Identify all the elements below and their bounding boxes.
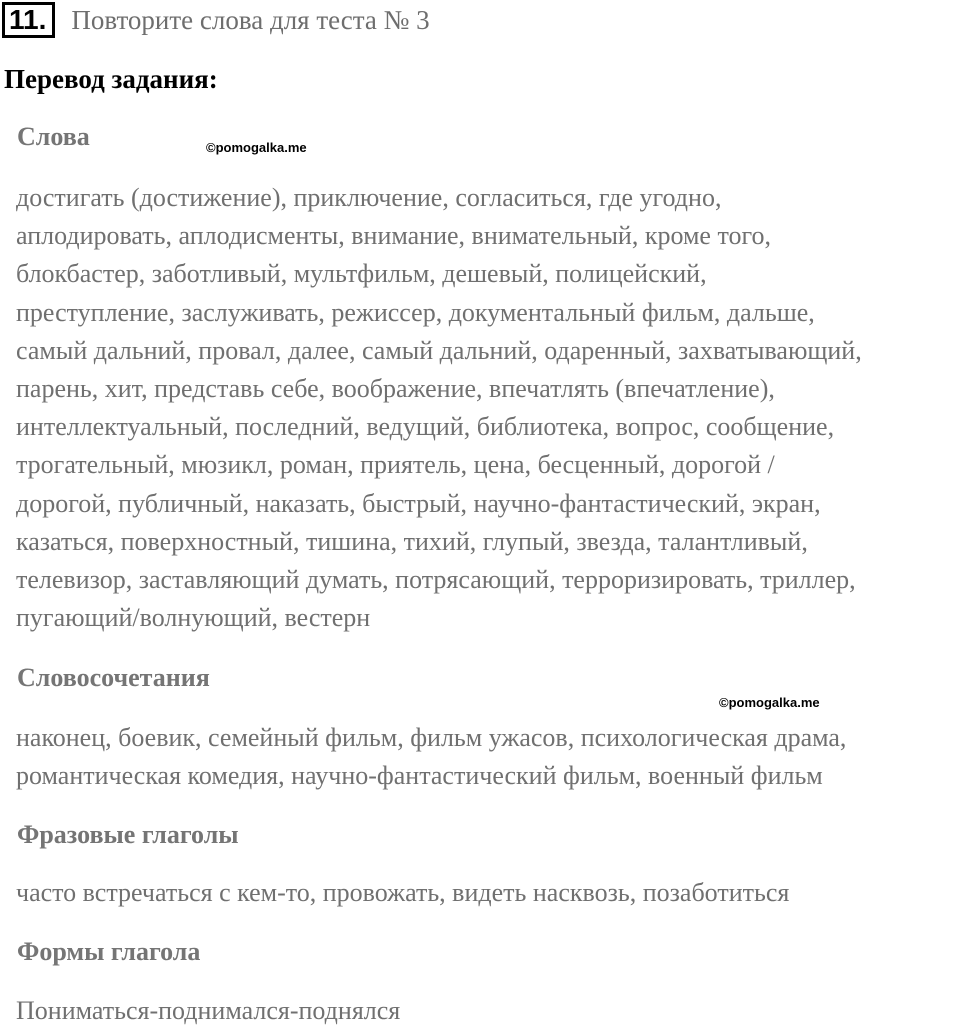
task-header	[2, 2, 430, 38]
task-number: 11.	[2, 2, 55, 38]
verb-forms-heading: Формы глагола	[17, 937, 201, 966]
words-heading: Слова	[17, 122, 90, 151]
translation-label: Перевод задания:	[4, 64, 218, 94]
phrasal-verbs-text: часто встречаться с кем-то, провожать, видеть насквозь, позаботиться	[16, 878, 790, 907]
watermark-top: ©pomogalka.me	[206, 140, 307, 155]
verb-forms-text: Пониматься-поднимался-поднялся	[16, 996, 401, 1025]
task-title: Повторите слова для теста № 3	[71, 5, 430, 35]
phrases-heading: Словосочетания	[17, 663, 210, 692]
watermark-middle: ©pomogalka.me	[719, 695, 820, 710]
phrasal-verbs-heading: Фразовые глаголы	[17, 820, 239, 849]
words-text: достигать (достижение), приключение, согласиться, где угодно, аплодировать, аплодисменты, внимание, внимательный, кроме того, блокбастер, заботливый, мультфильм, дешевый, полицейский, преступление, заслуживать, режиссер, документальный фильм, дальше, самый дальний, провал, далее, самый дальний, одаренный, захватывающий, парень, хит, представь себе, воображение, впечатлять (впечатление), интеллектуальный, последний, ведущий, библиотека, вопрос, сообщение, трогательный, мюзикл, роман, приятель, цена, бесценный, дорогой / дорогой, публичный, наказать, быстрый, научно-фантастический, экран, казаться, поверхностный, тишина, тихий, глупый, звезда, талантливый, телевизор, заставляющий думать, потрясающий, терроризировать, триллер, пугающий/волнующий, вестерн	[16, 183, 862, 633]
phrases-text: наконец, боевик, семейный фильм, фильм ужасов, психологическая драма, романтическая комедия, научно-фантастический фильм, военный фильм	[16, 723, 847, 791]
